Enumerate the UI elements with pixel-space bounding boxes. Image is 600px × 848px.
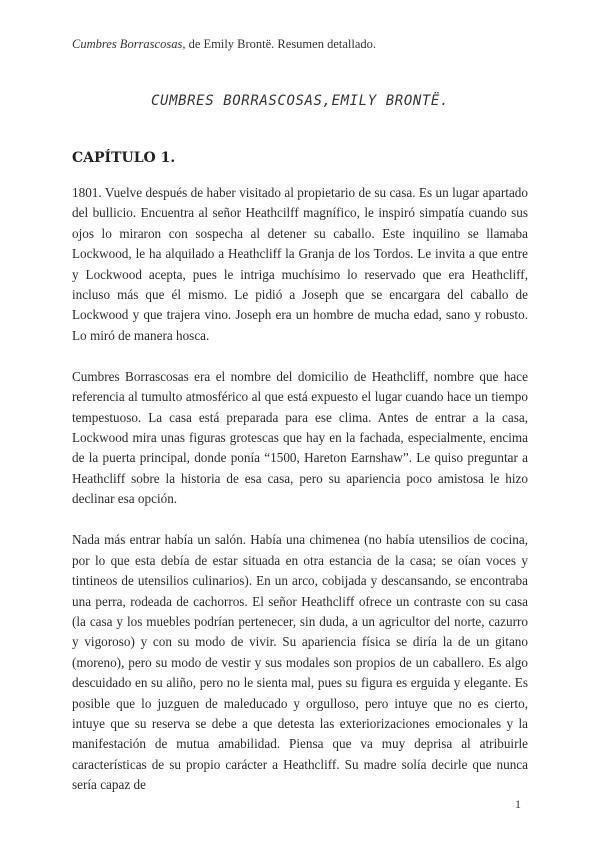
paragraph-2: Cumbres Borrascosas era el nombre del domicilio de Heathcliff, nombre que hace referencia al tumulto atmosférico al que está expuesto el lugar cuando hace un tiempo tempestuoso. La casa está preparada para ese clima. Antes de entrar a la casa, Lockwood mira unas figuras grotescas que hay en la fachada, especialmente, encima de la puerta principal, donde ponía “1500, Hareton Earnshaw”. Le quiso preguntar a Heathcliff sobre la historia de esa casa, pero su apariencia poco amistosa le hizo declinar esa opción. — [72, 368, 528, 507]
paragraph-1: 1801. Vuelve después de haber visitado al propietario de su casa. Es un lugar apartado del bullicio. Encuentra al señor Heathcilff magnífico, le inspiró simpatía cuando sus ojos lo miraron con sospecha al detener su caballo. Este inquilino se llamaba Lockwood, le ha alquilado a Heathcliff la Granja de los Tordos. Le invita a que entre y Lockwood acepta, pues le intriga muchísimo lo reservado que era Heathcliff, incluso más que él mismo. Le pidió a Joseph que se encargara del caballo de Lockwood y que trajera vino. Joseph era un hombre de mucha edad, sano y robusto. Lo miró de manera hosca. — [72, 185, 528, 343]
page-number: 1 — [515, 797, 521, 811]
header-book-title: Cumbres Borrascosas — [72, 37, 183, 51]
body-text — [72, 183, 528, 816]
header-subtitle: , de Emily Brontë. Resumen detallado. — [182, 37, 377, 51]
chapter-heading: CAPÍTULO 1. — [72, 150, 176, 166]
paragraph-3: Nada más entrar había un salón. Había una chimenea (no había utensilios de cocina, por lo que esta debía de estar situada en otra estancia de la casa; se oían voces y tintineos de utensilios culinarios). En un arco, cobijada y descansando, se encontraba una perra, rodeada de cachorros. El señor Heathcliff ofrece un contraste con su casa (la casa y los muebles podrían pertenecer, sin duda, a un agricultor del norte, cazurro y vigoroso) y con su modo de vivir. Su apariencia física se diría la de un gitano (moreno), pero su modo de vestir y sus modales son propios de un caballero. Es algo descuidado en su aliño, pero no le sienta mal, pues su figura es erguida y elegante. Es posible que lo juzguen de maleducado y orgulloso, pero intuye que no es cierto, intuye que su reserva se debe a que detesta las exteriorizaciones emocionales y la manifestación de mutua amabilidad. Piensa que va muy deprisa al atribuirle características de su propio carácter a Heathcliff. Su madre solía decirle que nunca sería capaz de — [72, 532, 528, 793]
running-header — [72, 37, 376, 52]
document-title: CUMBRES BORRASCOSAS,EMILY BRONTË. — [151, 93, 449, 109]
